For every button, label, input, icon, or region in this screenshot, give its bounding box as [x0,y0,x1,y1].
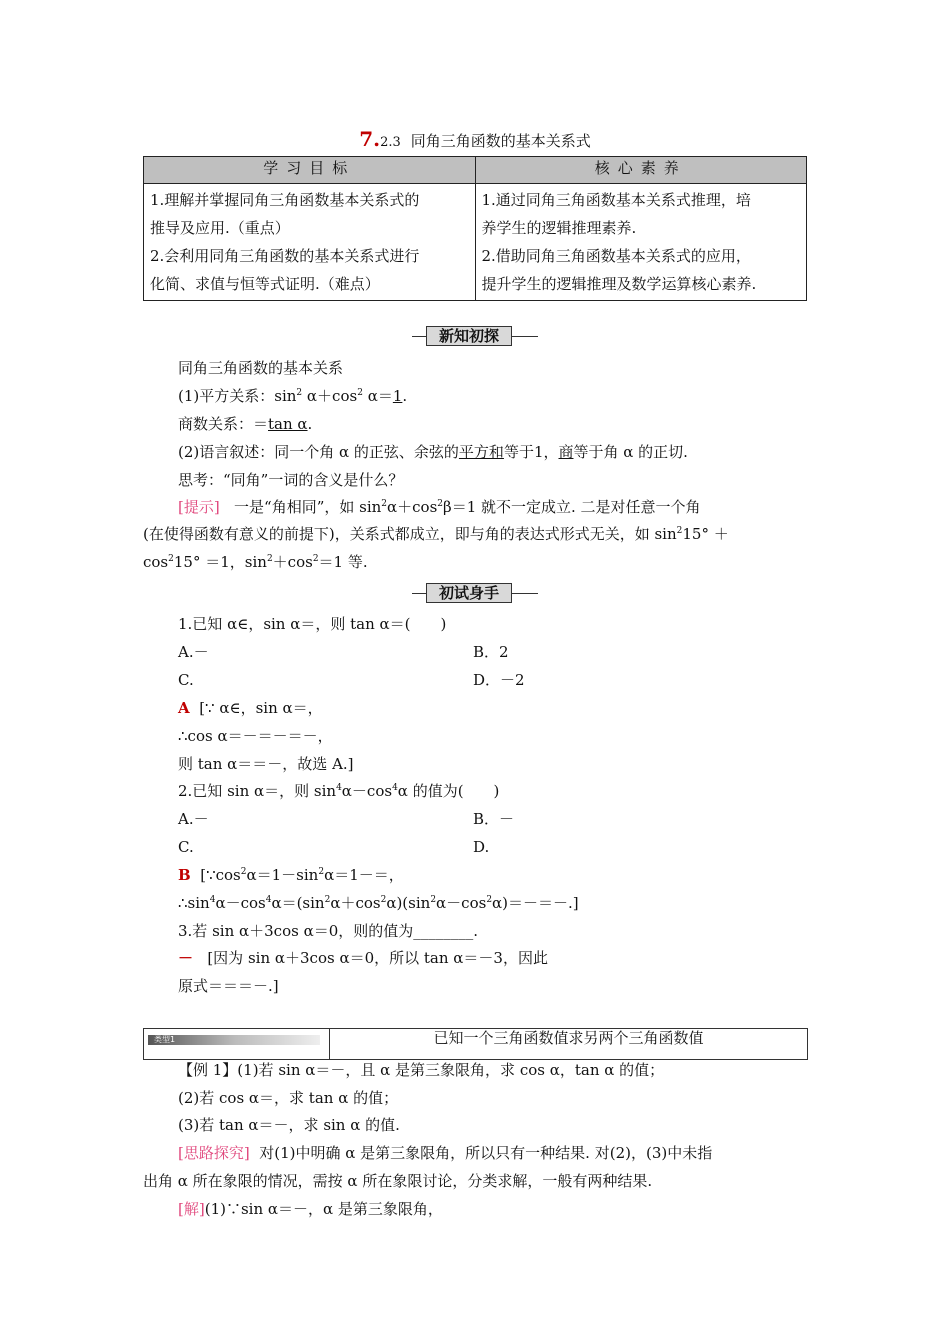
literacy-line: 2.借助同角三角函数基本关系式的应用， [481,247,751,265]
answer-2-line-2: $\therefore\sin^4\alpha-\cos^4\alpha=(\sin^2\alpha+\cos^2\alpha)(\sin^2\alpha-\cos^2\alpha)=-=-$.] [178,894,579,912]
q1-option-c: C. [178,671,194,689]
hint-line-1: [提示] 一是“角相同”，如 $\sin^2\alpha+\cos^2\beta=1$ 就不一定成立. 二是对任意一个角 [178,498,701,516]
goals-header: 学习目标 [144,157,476,184]
q2-option-b: B．－ [473,810,515,828]
section-number: 2.3 [380,135,401,150]
hint-line-2: (在使得函数有意义的前提下)，关系式都成立，即与角的表达式形式无关，如 $\sin^215^\circ$ ＋ [143,525,729,543]
example-line-1: 【例 1】(1)若 sin α＝－，且 α 是第三象限角，求 cos α，tan α 的值； [178,1061,665,1079]
type-title: 已知一个三角函数值求另两个三角函数值 [433,1029,704,1047]
q1-option-d: D．－2 [473,671,525,689]
lesson-title [0,127,950,151]
answer-2-line-1: B [$\because\cos^2\alpha=1-\sin^2\alpha=1-=$， [178,866,404,884]
literacy-line: 1.通过同角三角函数基本关系式推理，培 [481,191,751,209]
q2-option-a: A.－ [178,810,209,828]
section-banner-try [0,583,950,603]
literacy-header: 核心素养 [475,157,807,184]
question-1: 1.已知 α∈，sin α＝，则 tan α＝( ) [178,615,447,633]
idea-line-1: [思路探究] 对(1)中明确 α 是第三象限角，所以只有一种结果. 对(2)，(3)中未指 [178,1144,713,1162]
hint-line-3: $\cos^215^\circ =1$，$\sin^2+\cos^2=1$ 等. [143,553,368,571]
q2-option-c: C. [178,838,194,856]
q1-option-a: A.－ [178,643,209,661]
answer-1-line-2: ∴cos α＝－＝－＝－， [178,727,333,745]
language-statement: (2)语言叙述：同一个角 α 的正弦、余弦的平方和等于1，商等于角 α 的正切. [178,443,688,461]
banner-label: 新知初探 [426,326,512,346]
idea-line-2: 出角 α 所在象限的情况，需按 α 所在象限讨论，分类求解，一般有两种结果. [143,1172,653,1190]
quotient-relation: 商数关系：＝tan α. [178,415,313,433]
goal-line: 1.理解并掌握同角三角函数基本关系式的 [150,191,420,209]
answer-3-line-2: 原式＝＝＝－.] [178,977,279,995]
q1-option-b: B．2 [473,643,509,661]
type-header-box [143,1028,808,1060]
example-line-3: (3)若 tan α＝－，求 sin α 的值. [178,1116,400,1134]
example-line-2: (2)若 cos α＝，求 tan α 的值； [178,1089,399,1107]
think-question: 思考：“同角”一词的含义是什么？ [178,471,404,489]
goal-line: 2.会利用同角三角函数的基本关系式进行 [150,247,420,265]
answer-1-line-1: A [∵ α∈，sin α＝， [178,699,323,717]
goals-cell [144,184,476,301]
question-2: 2.已知 sin α＝，则 $\sin^4\alpha-\cos^4\alpha$ 的值为( ) [178,782,500,800]
type-tag-area [144,1029,330,1059]
lesson-title-text: 同角三角函数的基本关系式 [410,132,591,150]
knowledge-heading: 同角三角函数的基本关系 [178,359,344,377]
answer-1-line-3: 则 tan α＝＝－，故选 A.] [178,755,354,773]
q2-option-d: D. [473,838,490,856]
literacy-cell [475,184,807,301]
type-tag: 类型1 [154,1035,176,1044]
section-banner-new-knowledge [0,326,950,346]
solution-line-1: [解](1)∵sin α＝－，α 是第三象限角， [178,1200,443,1218]
lesson-number: 7. [359,127,381,151]
goal-line: 化简、求值与恒等式证明.（难点） [150,275,380,293]
square-relation: (1)平方关系：$\sin^2 \alpha+\cos^2$ α＝1. [178,387,408,405]
answer-3-line-1: － [因为 sin α＋3cos α＝0，所以 tan α＝－3，因此 [178,949,548,967]
banner-label: 初试身手 [426,583,512,603]
literacy-line: 提升学生的逻辑推理及数学运算核心素养. [481,275,757,293]
goal-line: 推导及应用.（重点） [150,219,290,237]
goals-table [143,156,807,301]
literacy-line: 养学生的逻辑推理素养. [481,219,637,237]
question-3: 3.若 sin α＋3cos α＝0，则的值为________. [178,922,479,940]
